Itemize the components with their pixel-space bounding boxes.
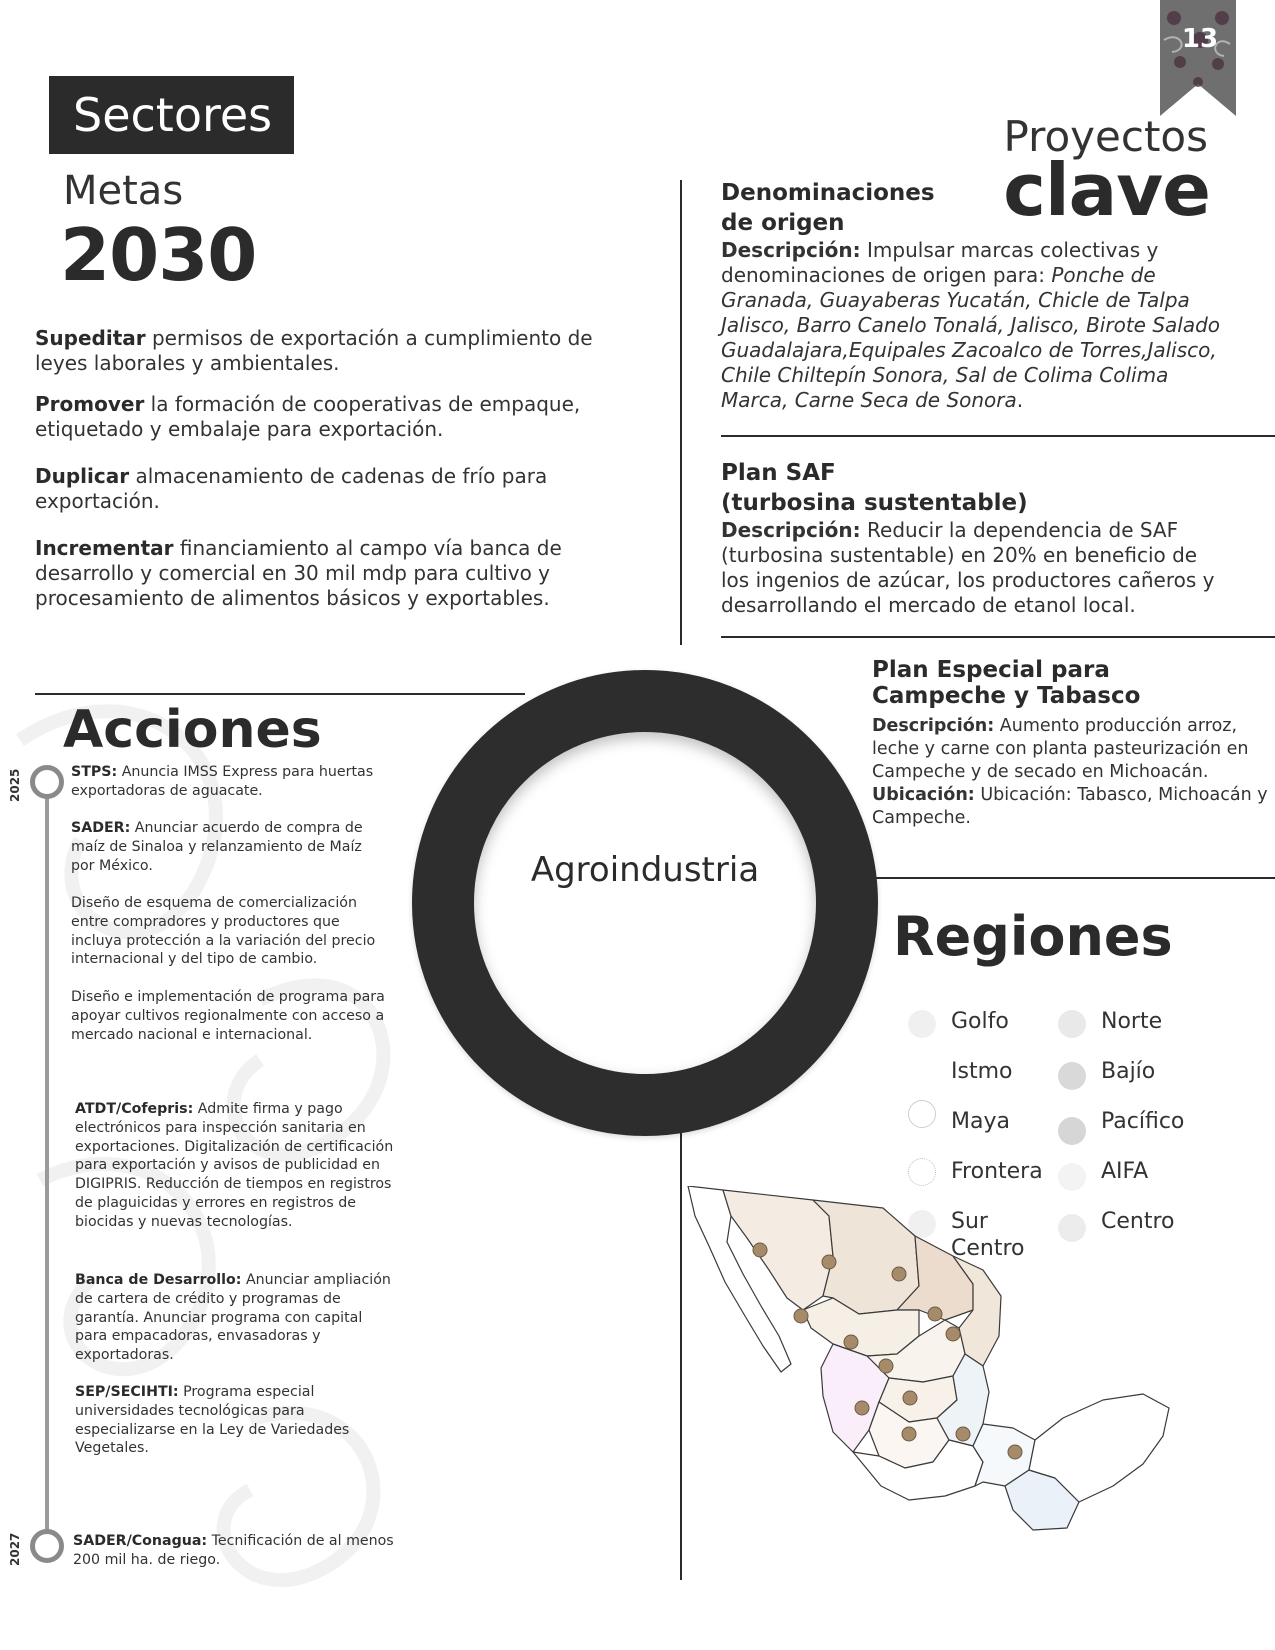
clave-label: clave: [1003, 148, 1210, 232]
mexico-map: [683, 1186, 1235, 1546]
accion-item: ATDT/Cofepris: Admite firma y pago electrónicos para inspección sanitaria en exportaciones. Digitalización de certificación para exportación y avisos de publicidad en DIGIPRIS. Reducción de tiempos en registros de plaguicidas y errores en registros de biocidas y nuevas tecnologías.: [75, 1101, 394, 1230]
legend-label-frontera: Frontera: [951, 1159, 1043, 1184]
accion-item: SEP/SECIHTI: Programa especial universidades tecnológicas para especializarse en la Ley de Variedades Vegetales.: [75, 1384, 350, 1457]
legend-label-sur-centro: Sur Centro: [951, 1209, 1025, 1261]
meta-item: Incrementar financiamiento al campo vía banca de desarrollo y comercial en 30 mil mdp para cultivo y procesamiento de alimentos básicos y exportables.: [35, 536, 562, 610]
divider-vertical-top: [680, 180, 682, 645]
accion-item: Banca de Desarrollo: Anunciar ampliación de cartera de crédito y programas de garantía. Anunciar programa con capital para empacadoras, envasadoras y exportadoras.: [75, 1272, 391, 1364]
project-denominaciones: [721, 178, 1221, 413]
page-ribbon: [1160, 0, 1236, 116]
accion-item: Diseño de esquema de comercialización entre compradores y productores que incluya protección a la variación del precio internacional y del tipo de cambio.: [71, 895, 376, 968]
project-description: Descripción: Reducir la dependencia de SAF (turbosina sustentable) en 20% en beneficio de los ingenios de azúcar, los productores cañeros y desarrollando el mercado de etanol local.: [721, 518, 1215, 617]
legend-swatch-golfo: [908, 1010, 936, 1038]
divider-vertical-bottom: [680, 1105, 682, 1580]
acciones-title: Acciones: [63, 700, 322, 760]
center-ring: [412, 670, 878, 1136]
divider-acciones: [35, 693, 525, 695]
legend-label-maya: Maya: [951, 1109, 1010, 1134]
project-plan-saf: [721, 458, 1231, 618]
timeline-dot-end: [30, 1529, 64, 1563]
metas-label: Metas: [63, 168, 184, 214]
year-end: 2027: [8, 1532, 22, 1566]
project-title: Plan SAF (turbosina sustentable): [721, 460, 1028, 516]
project-description: Descripción: Impulsar marcas colectivas y denominaciones de origen para: Ponche de Granada, Guayaberas Yucatán, Chicle de Talpa Jalisco, Barro Canelo Tonalá, Jalisco, Birote Salado Guadalajara,Equipales Zacoalco de Torres,Jalisco, Chile Chiltepín Sonora, Sal de Colima Colima Marca, Carne Seca de Sonora.: [721, 238, 1221, 412]
timeline-dot-start: [30, 765, 64, 799]
proyectos-label: Proyectos: [1003, 112, 1208, 161]
legend-label-golfo: Golfo: [951, 1009, 1009, 1034]
page-number: 13: [1181, 24, 1219, 54]
accion-item: STPS: Anuncia IMSS Express para huertas exportadoras de aguacate.: [71, 764, 374, 799]
meta-item: Duplicar almacenamiento de cadenas de frío para exportación.: [35, 464, 548, 513]
accion-item: SADER/Conagua: Tecnificación de al menos 200 mil ha. de riego.: [73, 1533, 394, 1568]
legend-label-aifa: AIFA: [1101, 1159, 1149, 1184]
year-start: 2025: [8, 768, 22, 802]
legend-swatch-pacifico: [1058, 1117, 1086, 1145]
accion-item: SADER: Anunciar acuerdo de compra de maíz de Sinaloa y relanzamiento de Maíz por México.: [71, 820, 363, 874]
project-title: Denominaciones de origen: [721, 180, 935, 236]
legend-label-norte: Norte: [1101, 1009, 1163, 1034]
sectores-title: Sectores: [49, 76, 294, 154]
project-title: Plan Especial para Campeche y Tabasco: [872, 657, 1141, 709]
metas-year: 2030: [60, 213, 257, 297]
legend-swatch-bajio: [1058, 1062, 1086, 1090]
legend-swatch-maya: [908, 1100, 936, 1128]
legend-label-pacifico: Pacífico: [1101, 1109, 1185, 1134]
project-description: Descripción: Aumento producción arroz, leche y carne con planta pasteurización en Campeche y de secado en Michoacán.: [872, 716, 1249, 782]
legend-swatch-frontera: [908, 1158, 936, 1186]
center-label: Agroindustria: [530, 850, 760, 890]
divider-project-1: [721, 435, 1275, 437]
divider-project-3: [870, 877, 1275, 879]
divider-project-2: [721, 636, 1275, 638]
regiones-title: Regiones: [893, 905, 1173, 968]
meta-item: Promover la formación de cooperativas de empaque, etiquetado y embalaje para exportación.: [35, 392, 581, 441]
meta-item: Supeditar permisos de exportación a cumplimiento de leyes laborales y ambientales.: [35, 326, 593, 375]
legend-label-istmo: Istmo: [951, 1059, 1013, 1084]
legend-label-bajio: Bajío: [1101, 1059, 1156, 1084]
project-campeche-tabasco: [872, 657, 1272, 830]
metas-list: [35, 326, 615, 627]
legend-label-centro: Centro: [1101, 1209, 1175, 1234]
accion-item: Diseño e implementación de programa para apoyar cultivos regionalmente con acceso a mercado nacional e internacional.: [71, 989, 385, 1043]
legend-swatch-norte: [1058, 1010, 1086, 1038]
timeline-line: [45, 785, 49, 1540]
project-location: Ubicación: Ubicación: Tabasco, Michoacán y Campeche.: [872, 785, 1268, 828]
